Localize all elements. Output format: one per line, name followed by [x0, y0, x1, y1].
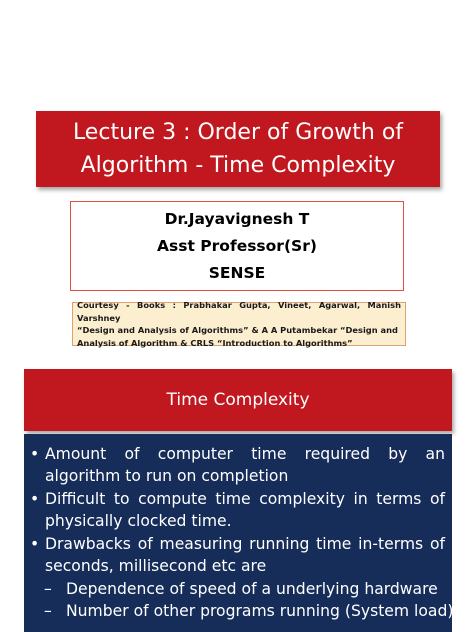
bullet-item [30, 443, 445, 487]
author-title: Asst Professor(Sr) [157, 236, 317, 255]
sub-bullet-item [30, 600, 454, 622]
section-heading-box [24, 369, 452, 431]
sub-bullet-marker: – [44, 580, 52, 598]
lecture-title-line2: Algorithm - Time Complexity [80, 153, 396, 178]
bullet-item [30, 533, 445, 577]
bullet-text: Amount of computer time required by an algorithm to run on completion [45, 445, 445, 485]
courtesy-line3: Analysis of Algorithm & CRLS “Introduction to Algorithms” [77, 337, 353, 348]
courtesy-box [72, 302, 406, 346]
slide-time-complexity [0, 352, 474, 632]
courtesy-line2: “Design and Analysis of Algorithms” & A A Putambekar “Design and [77, 325, 398, 335]
courtesy-line1: Courtesy - Books : Prabhakar Gupta, Vineet, Agarwal, Manish Varshney [77, 300, 401, 323]
bullet-text: Difficult to compute time complexity in terms of physically clocked time. [45, 490, 445, 530]
bullet-marker: • [30, 535, 40, 553]
author-box [70, 201, 404, 291]
content-box [24, 434, 452, 632]
author-name: Dr.Jayavignesh T [164, 209, 310, 228]
author-department: SENSE [208, 263, 266, 282]
lecture-title-box [36, 111, 440, 187]
bullet-marker: • [30, 490, 40, 508]
sub-bullet-marker: – [44, 602, 52, 620]
sub-bullet-text: Number of other programs running (System load) [66, 602, 454, 620]
sub-bullet-item [30, 578, 445, 600]
bullet-marker: • [30, 445, 40, 463]
bullet-item [30, 488, 445, 532]
lecture-title-line1: Lecture 3 : Order of Growth of [72, 120, 404, 145]
section-heading: Time Complexity [166, 390, 310, 410]
bullet-text: Drawbacks of measuring running time in-terms of seconds, millisecond etc are [45, 535, 445, 575]
sub-bullet-text: Dependence of speed of a underlying hardware [66, 580, 438, 598]
